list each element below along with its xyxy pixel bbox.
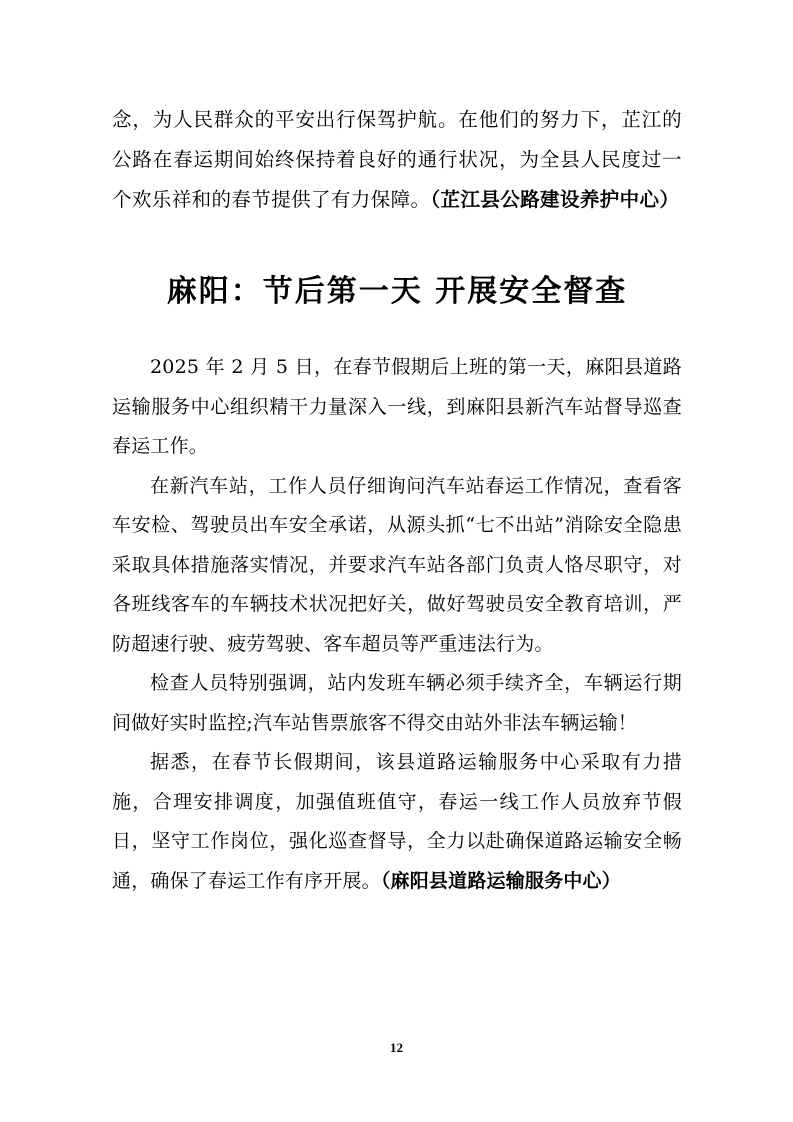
page-number: 12 bbox=[390, 1040, 403, 1055]
article-paragraph-2: 在新汽车站，工作人员仔细询问汽车站春运工作情况，查看客车安检、驾驶员出车安全承诺，从源头抓“七不出站”消除安全隐患采取具体措施落实情况，并要求汽车站各部门负责人恪尽职守，对各班线客车的车辆技术状况把好关，做好驾驶员安全教育培训，严防超速行驶、疲劳驾驶、客车超员等严重违法行为。 bbox=[112, 474, 682, 655]
article-paragraph-1: 2025 年 2 月 5 日，在春节假期后上班的第一天，麻阳县道路运输服务中心组织精干力量深入一线，到麻阳县新汽车站督导巡查春运工作。 bbox=[112, 356, 682, 457]
article-paragraph-4 bbox=[112, 743, 682, 901]
article-source: （麻阳县道路运输服务中心） bbox=[380, 869, 621, 892]
article-paragraph-4-text: 据悉，在春节长假期间，该县道路运输服务中心采取有力措施，合理安排调度，加强值班值守，春运一线工作人员放弃节假日，坚守工作岗位，强化巡查督导，全力以赴确保道路运输安全畅通，确保了春运工作有序开展。 bbox=[112, 751, 682, 892]
article-title: 麻阳：节后第一天 开展安全督查 bbox=[166, 274, 628, 309]
continuation-paragraph bbox=[112, 100, 682, 220]
continuation-source: （芷江县公路建设养护中心） bbox=[430, 188, 680, 211]
continuation-text: 念，为人民群众的平安出行保驾护航。在他们的努力下，芷江的公路在春运期间始终保持着良好的通行状况，为全县人民度过一个欢乐祥和的春节提供了有力保障。 bbox=[112, 108, 682, 211]
page-content bbox=[112, 100, 682, 901]
article-paragraph-3: 检查人员特别强调，站内发班车辆必须手续齐全，车辆运行期间做好实时监控;汽车站售票旅客不得交由站外非法车辆运输！ bbox=[112, 672, 682, 734]
